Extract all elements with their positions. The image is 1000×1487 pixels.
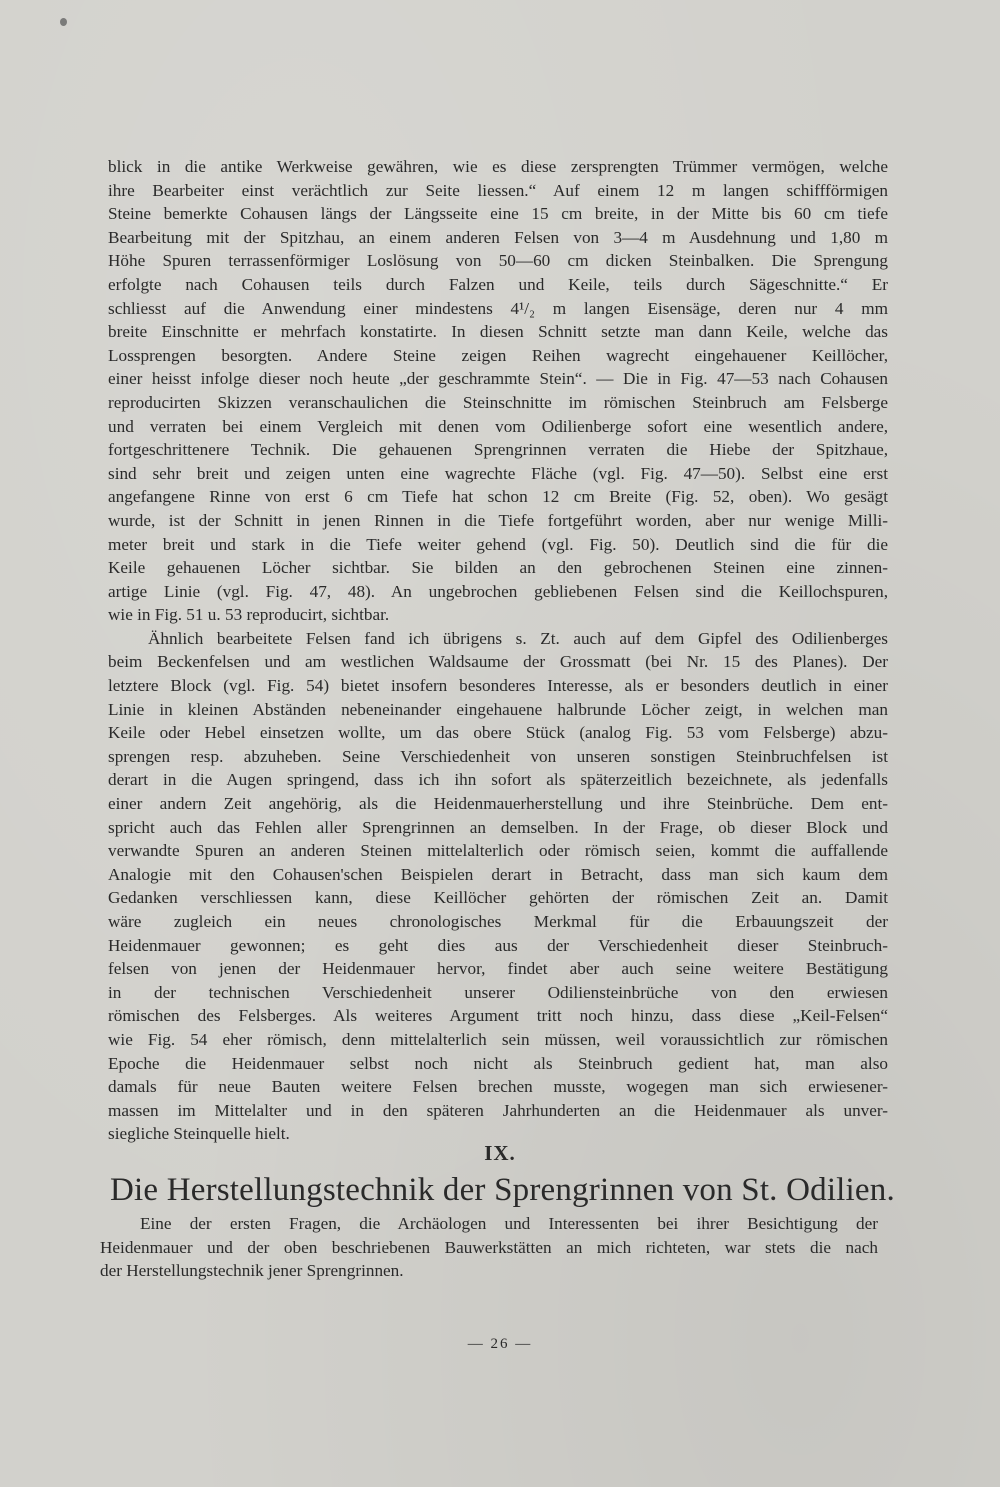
text-line: fortgeschrittenere Technik. Die gehauenen Sprengrinnen verraten die Hiebe der Spitzhaue,: [108, 440, 888, 460]
text-line: Heidenmauer und der oben beschriebenen Bauwerkstätten an mich richteten, war stets die nach: [100, 1237, 878, 1257]
text-line: letztere Block (vgl. Fig. 54) bietet insofern besonderes Interesse, als er besonders deutlich in einer: [108, 676, 888, 696]
text-line: Heidenmauer gewonnen; es geht dies aus der Verschiedenheit dieser Steinbruch-: [108, 935, 888, 955]
text-line: in der technischen Verschiedenheit unserer Odiliensteinbrüche von den erwiesen: [108, 982, 888, 1002]
text-line: reproducirten Skizzen veranschaulichen die Steinschnitte im römischen Steinbruch am Felsberge: [108, 392, 888, 412]
section-title: Die Herstellungstechnik der Sprengrinnen von St. Odilien.: [110, 1172, 895, 1208]
text-line: sprengen resp. abzuheben. Seine Verschiedenheit von unseren sonstigen Steinbruchfelsen ist: [108, 746, 888, 766]
text-line: wie in Fig. 51 u. 53 reproducirt, sichtbar.: [108, 605, 390, 625]
page-number: — 26 —: [467, 1336, 533, 1352]
text-line: Eine der ersten Fragen, die Archäologen und Interessenten bei ihrer Besichtigung der: [140, 1214, 878, 1233]
text-line: römischen des Felsberges. Als weiteres Argument tritt noch hinzu, dass diese „Keil-Felsen“: [108, 1006, 888, 1026]
text-line: einer heisst infolge dieser noch heute „der geschrammte Stein“. — Die in Fig. 47—53 nach Cohausen: [108, 369, 888, 389]
body-text-upper: [108, 155, 888, 1146]
text-line: der Herstellungstechnik jener Sprengrinnen.: [100, 1261, 404, 1281]
text-line: felsen von jenen der Heidenmauer hervor, findet aber auch seine weitere Bestätigung: [108, 959, 888, 979]
text-line: wurde, ist der Schnitt in jenen Rinnen in die Tiefe fortgeführt worden, aber nur wenige Milli-: [108, 510, 888, 530]
ink-speck: [60, 18, 67, 26]
text-line: siegliche Steinquelle hielt.: [108, 1124, 290, 1144]
body-text-lower: [100, 1212, 878, 1283]
text-line: Epoche die Heidenmauer selbst noch nicht als Steinbruch gedient hat, man also: [108, 1053, 888, 1073]
text-line: Ähnlich bearbeitete Felsen fand ich übrigens s. Zt. auch auf dem Gipfel des Odilienberges: [148, 628, 888, 648]
text-line: ihre Bearbeiter einst verächtlich zur Seite liessen.“ Auf einem 12 m langen schiffförmigen: [108, 180, 888, 200]
text-line: spricht auch das Fehlen aller Sprengrinnen an demselben. In der Frage, ob dieser Block und: [108, 817, 888, 837]
text-line: breite Einschnitte er mehrfach konstatirte. In diesen Schnitt setzte man dann Keile, welche das: [108, 322, 888, 342]
text-line: Keile oder Hebel einsetzen wollte, um das obere Stück (analog Fig. 53 vom Felsberge) abzu-: [108, 723, 888, 743]
paragraph-3: [100, 1212, 878, 1283]
text-line: blick in die antike Werkweise gewähren, wie es diese zersprengten Trümmer vermögen, welche: [108, 157, 888, 176]
text-line: Steine bemerkte Cohausen längs der Längsseite eine 15 cm breite, in der Mitte bis 60 cm tiefe: [108, 204, 888, 224]
paragraph-1: [108, 155, 888, 627]
text-line: Linie in kleinen Abständen nebeneinander eingehauene halbrunde Löcher zeigt, in welchen man: [108, 699, 888, 719]
text-line: derart in die Augen springend, dass ich ihn sofort als späterzeitlich bezeichnete, als jedenfalls: [108, 770, 888, 790]
text-line: meter breit und stark in die Tiefe weiter gehend (vgl. Fig. 50). Deutlich sind die für die: [108, 534, 888, 554]
section-number: IX.: [484, 1141, 516, 1165]
text-line: erfolgte nach Cohausen teils durch Falzen und Keile, teils durch Sägeschnitte.“ Er: [108, 274, 888, 294]
text-line: einer andern Zeit angehörig, als die Heidenmauerherstellung und ihre Steinbrüche. Dem ent-: [108, 794, 888, 814]
text-line: damals für neue Bauten weitere Felsen brechen musste, wogegen man sich erwiesener-: [108, 1077, 888, 1097]
text-line: Gedanken verschliessen kann, diese Keillöcher gehörten der römischen Zeit an. Damit: [108, 888, 888, 908]
paragraph-2: [108, 627, 888, 1146]
text-line: Bearbeitung mit der Spitzhau, an einem anderen Felsen von 3—4 m Ausdehnung und 1,80 m: [108, 227, 888, 247]
text-line: sind sehr breit und zeigen unten eine wagrechte Fläche (vgl. Fig. 47—50). Selbst eine erst: [108, 463, 888, 483]
text-line: beim Beckenfelsen und am westlichen Waldsaume der Grossmatt (bei Nr. 15 des Planes). Der: [108, 652, 888, 672]
text-line: verwandte Spuren an anderen Steinen mittelalterlich oder römisch seien, kommt die auffallende: [108, 841, 888, 861]
text-line: Lossprengen besorgten. Andere Steine zeigen Reihen wagrecht eingehauener Keillöcher,: [108, 345, 888, 365]
text-line: schliesst auf die Anwendung einer mindestens 4¹/₂ m langen Eisensäge, deren nur 4 mm: [108, 298, 888, 318]
text-line: Keile gehauenen Löcher sichtbar. Sie bilden an den gebrochenen Steinen eine zinnen-: [108, 558, 888, 578]
text-line: und verraten bei einem Vergleich mit denen vom Odilienberge sofort eine wesentlich andere,: [108, 416, 888, 436]
text-line: angefangene Rinne von erst 6 cm Tiefe hat schon 12 cm Breite (Fig. 52, oben). Wo gesägt: [108, 487, 888, 507]
text-line: Analogie mit den Cohausen'schen Beispielen derart in Betracht, dass man sich kaum dem: [108, 864, 888, 884]
text-line: wäre zugleich ein neues chronologisches Merkmal für die Erbauungszeit der: [108, 912, 888, 931]
text-line: massen im Mittelalter und in den späteren Jahrhunderten an die Heidenmauer als unver-: [108, 1100, 888, 1120]
text-line: artige Linie (vgl. Fig. 47, 48). An ungebrochen gebliebenen Felsen sind die Keillochspuren,: [108, 581, 888, 601]
text-line: wie Fig. 54 eher römisch, denn mittelalterlich sein müssen, weil voraussichtlich zur römischen: [108, 1029, 888, 1049]
text-line: Höhe Spuren terrassenförmiger Loslösung von 50—60 cm dicken Steinbalken. Die Sprengung: [108, 251, 888, 271]
